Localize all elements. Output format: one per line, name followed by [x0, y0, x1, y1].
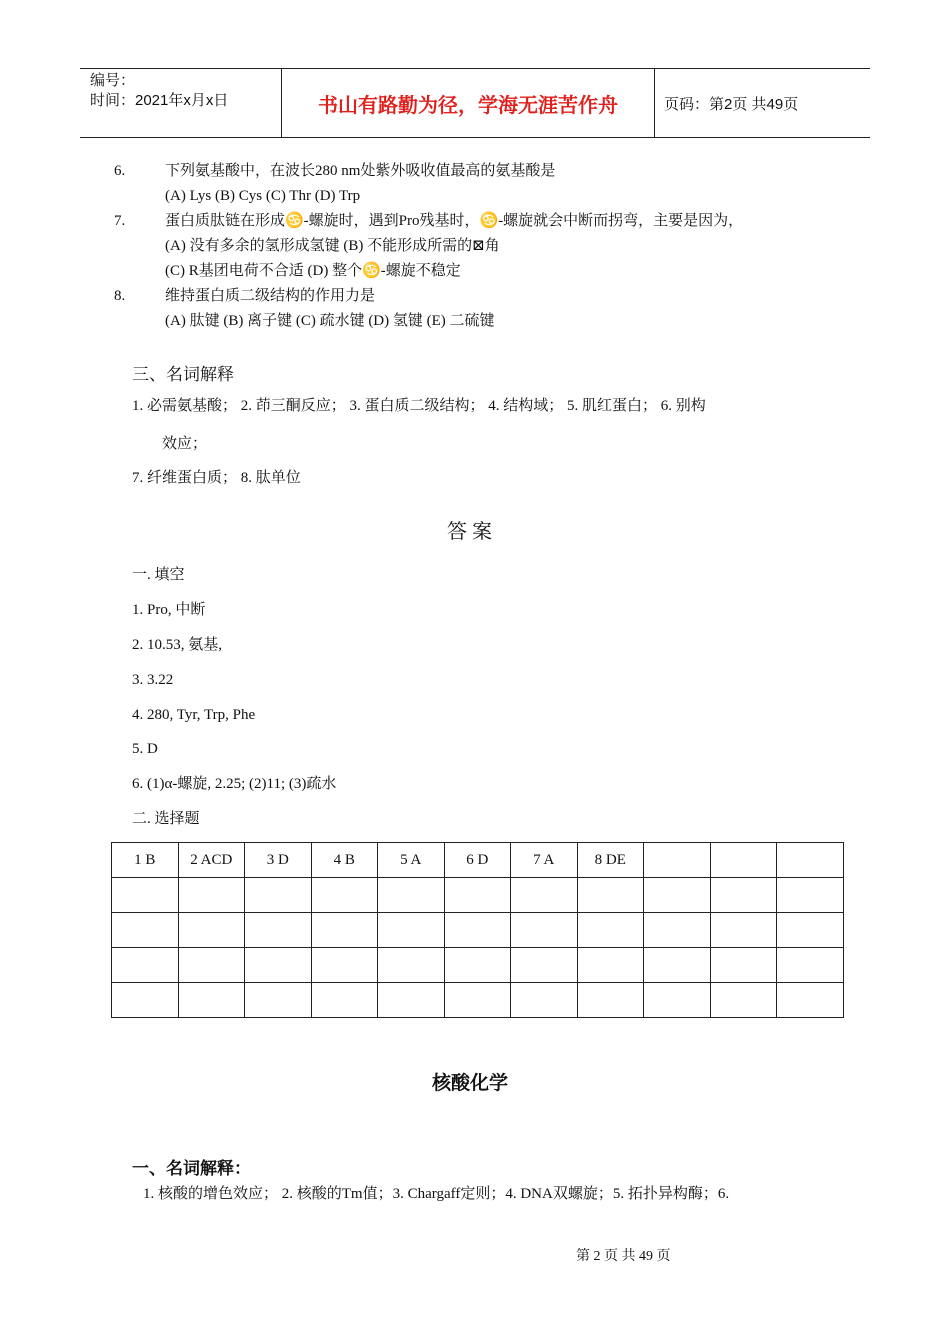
- fill-item: 1. Pro, 中断: [132, 602, 206, 618]
- fill-item: 3. 3.22: [132, 672, 174, 688]
- table-cell: 2 ACD: [178, 843, 245, 878]
- table-row: [112, 843, 844, 878]
- table-cell: 4 B: [311, 843, 378, 878]
- page-footer: 第 2 页 共 49 页: [576, 1249, 671, 1264]
- header-divider: [654, 69, 655, 137]
- question-text: 维持蛋白质二级结构的作用力是: [165, 288, 376, 304]
- header-meta: [90, 71, 228, 111]
- section-title: 一、名词解释：: [132, 1159, 251, 1178]
- fill-item: 2. 10.53, 氨基,: [132, 637, 223, 653]
- table-cell: [644, 843, 711, 878]
- question-options: (A) Lys (B) Cys (C) Thr (D) Trp: [165, 188, 361, 204]
- fill-title: 一. 填空: [132, 567, 185, 583]
- term-list-line: 1. 核酸的增色效应； 2. 核酸的Tm值；3. Chargaff定则；4. DNA双螺旋；5. 拓扑异构酶；6.: [143, 1186, 730, 1202]
- question-options: (C) R基团电荷不合适 (D) 整个♋-螺旋不稳定: [165, 263, 461, 279]
- term-list-line: 1. 必需氨基酸； 2. 茚三酮反应； 3. 蛋白质二级结构； 4. 结构域； 5. 肌红蛋白； 6. 别构: [132, 398, 706, 414]
- choice-answer-table: [111, 842, 844, 1018]
- table-cell: [777, 843, 844, 878]
- fill-item: 4. 280, Tyr, Trp, Phe: [132, 707, 256, 723]
- table-row: [112, 913, 844, 948]
- chapter-title: 核酸化学: [432, 1073, 509, 1094]
- table-row: [112, 983, 844, 1018]
- table-cell: 5 A: [378, 843, 445, 878]
- fill-item: 6. (1)α-螺旋, 2.25; (2)11; (3)疏水: [132, 776, 337, 792]
- section-title: 三、名词解释: [132, 365, 234, 384]
- term-list-line: 7. 纤维蛋白质； 8. 肽单位: [132, 470, 301, 486]
- question-number: 8.: [114, 288, 126, 304]
- header-page-label: 页码：第2页 共49页: [664, 96, 799, 113]
- table-cell: 3 D: [245, 843, 312, 878]
- table-cell: 1 B: [112, 843, 179, 878]
- table-cell: 7 A: [511, 843, 578, 878]
- fill-item: 5. D: [132, 741, 158, 757]
- choice-title: 二. 选择题: [132, 811, 200, 827]
- number-label: 编号：: [90, 72, 136, 89]
- question-number: 6.: [114, 163, 126, 179]
- page-header: [80, 68, 870, 138]
- table-cell: 8 DE: [577, 843, 644, 878]
- answers-title: 答 案: [447, 521, 492, 543]
- question-options: (A) 肽键 (B) 离子键 (C) 疏水键 (D) 氢键 (E) 二硫键: [165, 313, 495, 329]
- table-cell: [710, 843, 777, 878]
- table-row: [112, 878, 844, 913]
- header-motto: 书山有路勤为径，学海无涯苦作舟: [318, 92, 618, 117]
- table-cell: 6 D: [444, 843, 511, 878]
- table-row: [112, 948, 844, 983]
- question-number: 7.: [114, 213, 126, 229]
- question-text: 蛋白质肽链在形成♋-螺旋时，遇到Pro残基时，♋-螺旋就会中断而拐弯，主要是因为，: [165, 213, 744, 229]
- term-list-line: 效应；: [162, 436, 208, 452]
- time-label: 时间：2021年x月x日: [90, 92, 229, 109]
- question-options: (A) 没有多余的氢形成氢键 (B) 不能形成所需的⊠角: [165, 238, 500, 254]
- question-text: 下列氨基酸中，在波长280 nm处紫外吸收值最高的氨基酸是: [165, 163, 556, 179]
